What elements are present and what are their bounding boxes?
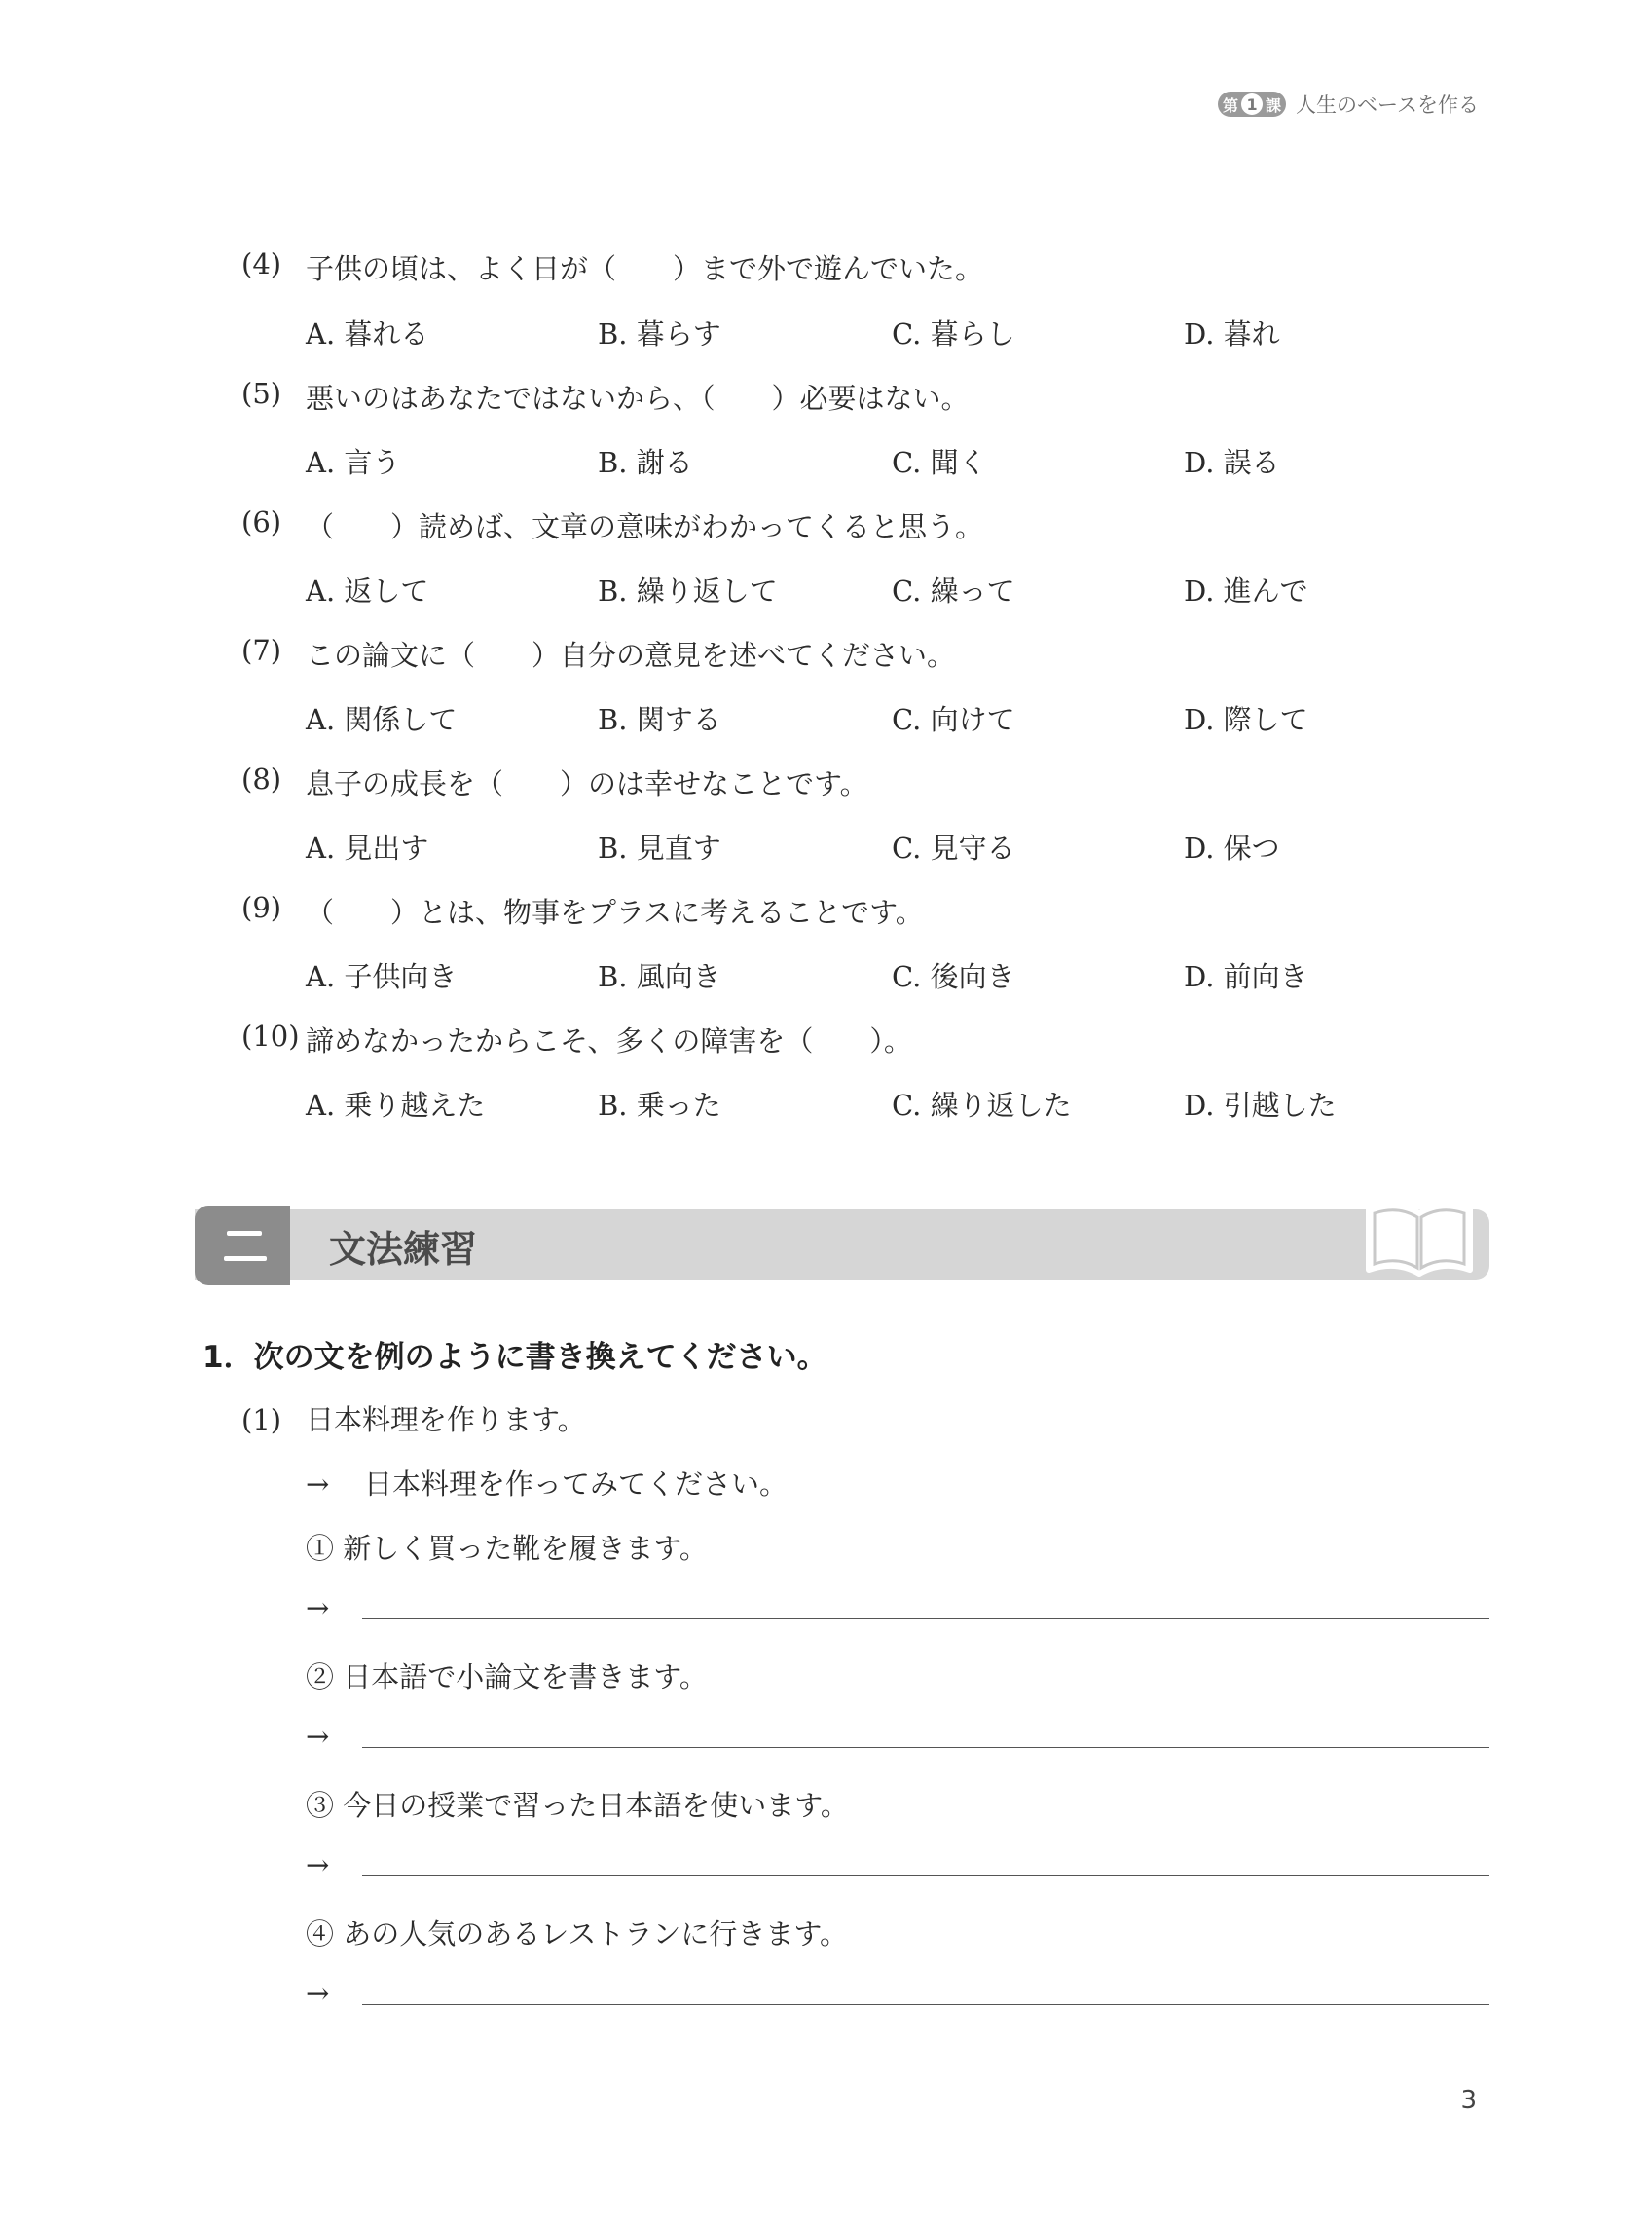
option-a: A. 子供向き (306, 960, 458, 993)
option-d: D. 暮れ (1184, 317, 1280, 351)
example-answer-text: 日本料理を作ってみてください。 (364, 1467, 789, 1501)
option-a: A. 返して (306, 575, 429, 608)
option-d: D. 進んで (1184, 575, 1308, 608)
option-b: B. 風向き (598, 960, 721, 993)
question (241, 891, 924, 931)
question-text: 子供の頃は、よく日が（ ）まで外で遊んでいた。 (306, 252, 984, 285)
option-a: A. 暮れる (306, 317, 429, 351)
option-d: D. 誤る (1184, 446, 1280, 479)
arrow-icon: → (306, 1720, 330, 1753)
chapter-prefix: 第 (1223, 95, 1239, 115)
option-b: B. 暮らす (598, 317, 721, 351)
example-text: 日本料理を作ります。 (306, 1403, 586, 1436)
exercise-item: ① 新しく買った靴を履きます。 (306, 1532, 708, 1565)
chapter-title: 人生のベースを作る (1296, 93, 1479, 117)
option-b: B. 謝る (598, 446, 693, 479)
exercise-item: ③ 今日の授業で習った日本語を使います。 (306, 1789, 849, 1822)
question-number: (6) (241, 505, 282, 538)
option-b: B. 繰り返して (598, 575, 778, 608)
example-answer (306, 1463, 788, 1503)
chapter-badge (1218, 92, 1286, 117)
option-d: D. 前向き (1184, 960, 1308, 993)
question-text: （ ）とは、物事をプラスに考えることです。 (306, 896, 924, 929)
exercise-item: ② 日本語で小論文を書きます。 (306, 1660, 708, 1693)
option-c: C. 繰って (892, 575, 1015, 608)
option-c: C. 繰り返した (892, 1089, 1072, 1122)
answer-line[interactable] (362, 1747, 1489, 1748)
example-question (241, 1398, 586, 1438)
page-number: 3 (1460, 2086, 1477, 2115)
option-d: D. 引越した (1184, 1089, 1337, 1122)
question (241, 1020, 912, 1059)
question-number: (10) (241, 1020, 300, 1053)
section-number-box (195, 1206, 290, 1285)
option-c: C. 後向き (892, 960, 1015, 993)
option-a: A. 見出す (306, 832, 429, 865)
chapter-number: 1 (1241, 93, 1263, 115)
question (241, 505, 983, 545)
question-number: (9) (241, 891, 282, 924)
example-number: (1) (241, 1403, 282, 1436)
arrow-icon: → (306, 1467, 330, 1501)
section-number-stroke (227, 1231, 262, 1236)
answer-line[interactable] (362, 1875, 1489, 1876)
option-c: C. 向けて (892, 703, 1015, 736)
arrow-icon: → (306, 1848, 330, 1881)
question (241, 634, 955, 674)
option-a: A. 乗り越えた (306, 1089, 486, 1122)
question (241, 247, 983, 287)
arrow-icon: → (306, 1591, 330, 1624)
question-number: (8) (241, 762, 282, 796)
question-number: (5) (241, 377, 282, 410)
question-number: (4) (241, 247, 282, 280)
open-book-icon (1363, 1188, 1476, 1281)
question-text: 悪いのはあなたではないから、（ ）必要はない。 (306, 382, 970, 415)
option-c: C. 暮らし (892, 317, 1015, 351)
question-number: (7) (241, 634, 282, 667)
option-b: B. 乗った (598, 1089, 721, 1122)
option-b: B. 関する (598, 703, 721, 736)
arrow-icon: → (306, 1977, 330, 2010)
chapter-header (1218, 90, 1479, 119)
section-title: 文法練習 (329, 1228, 478, 1271)
exercise-title: 1．次の文を例のように書き換えてください。 (202, 1340, 827, 1375)
option-a: A. 言う (306, 446, 401, 479)
option-c: C. 見守る (892, 832, 1015, 865)
question-text: （ ）読めば、文章の意味がわかってくると思う。 (306, 510, 984, 543)
exercise-item: ④ あの人気のあるレストランに行きます。 (306, 1917, 849, 1950)
option-d: D. 際して (1184, 703, 1308, 736)
question-text: この論文に（ ）自分の意見を述べてください。 (306, 639, 956, 672)
option-d: D. 保つ (1184, 832, 1280, 865)
answer-line[interactable] (362, 1618, 1489, 1619)
question-text: 諦めなかったからこそ、多くの障害を（ ）。 (306, 1024, 912, 1058)
chapter-suffix: 課 (1266, 95, 1282, 115)
answer-line[interactable] (362, 2004, 1489, 2005)
option-b: B. 見直す (598, 832, 721, 865)
question-text: 息子の成長を（ ）のは幸せなことです。 (306, 767, 868, 800)
option-c: C. 聞く (892, 446, 987, 479)
question (241, 377, 970, 417)
option-a: A. 関係して (306, 703, 458, 736)
question (241, 762, 868, 802)
section-number-stroke (224, 1256, 267, 1261)
section-header (195, 1206, 1489, 1285)
